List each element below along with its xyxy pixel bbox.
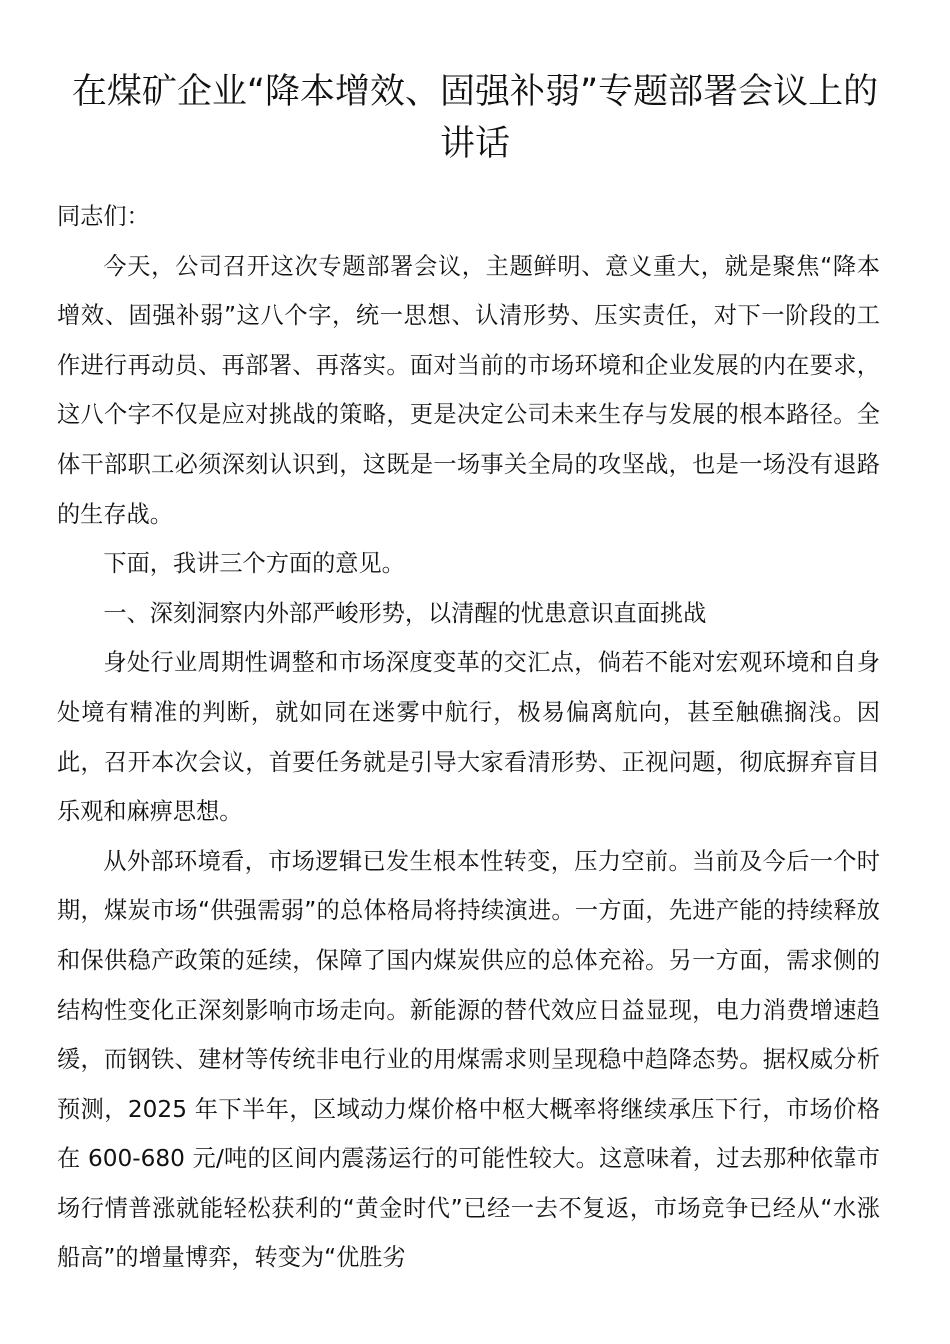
paragraph-outline: 下面，我讲三个方面的意见。 [103,550,405,578]
paragraph-external-environment: 从外部环境看，市场逻辑已发生根本性转变，压力空前。当前及今后一个时期，煤炭市场“供强需弱”的总体格局将持续演进。一方面，先进产能的持续释放和保供稳产政策的延续，保障了国内煤炭供应的总体充裕。另一方面，需求侧的结构性变化正深刻影响市场走向。新能源的替代效应日益显现，电力消费增速趋缓，而钢铁、建材等传统非电行业的用煤需求则呈现稳中趋降态势。据权威分析预测，2025 年下半年，区域动力煤价格中枢大概率将继续承压下行，市场价格在 600-680 元/吨的区间内震荡运行的可能性较大。这意味着，过去那种依靠市场行情普涨就能轻松获利的“黄金时代”已经一去不复返，市场竞争已经从“水涨船高”的增量博弈，转变为“优胜劣 [57,847,880,1272]
paragraph-intro: 今天，公司召开这次专题部署会议，主题鲜明、意义重大，就是聚焦“降本增效、固强补弱”这八个字，统一思想、认清形势、压实责任，对下一阶段的工作进行再动员、再部署、再落实。面对当前的市场环境和企业发展的内在要求，这八个字不仅是应对挑战的策略，更是决定公司未来生存与发展的根本路径。全体干部职工必须深刻认识到，这既是一场事关全局的攻坚战，也是一场没有退路的生存战。 [57,252,880,528]
greeting: 同志们： [57,203,150,230]
section-heading-1: 一、深刻洞察内外部严峻形势，以清醒的忧患意识直面挑战 [103,599,707,627]
paragraph-situation: 身处行业周期性调整和市场深度变革的交汇点，倘若不能对宏观环境和自身处境有精准的判断，就如同在迷雾中航行，极易偏离航向，甚至触礁搁浅。因此，召开本次会议，首要任务就是引导大家看清形势、正视问题，彻底摒弃盲目乐观和麻痹思想。 [57,649,880,826]
document-title: 在煤矿企业“降本增效、固强补弱”专题部署会议上的讲话 [71,72,879,164]
